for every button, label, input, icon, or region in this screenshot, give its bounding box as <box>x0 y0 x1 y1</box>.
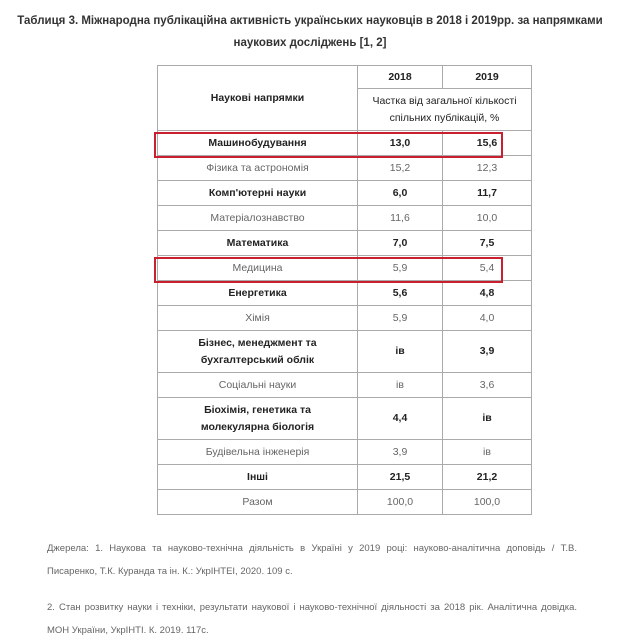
value-2018: 7,0 <box>358 231 443 256</box>
table-row <box>158 206 532 231</box>
row-name: Математика <box>158 231 358 256</box>
row-name: Хімія <box>158 306 358 331</box>
value-2019: 10,0 <box>443 206 532 231</box>
row-name: Енергетика <box>158 281 358 306</box>
highlight-box-medicine <box>154 257 503 283</box>
value-2018: 100,0 <box>358 490 443 515</box>
row-name: Фізика та астрономія <box>158 156 358 181</box>
table-row <box>158 465 532 490</box>
value-2018: 3,9 <box>358 440 443 465</box>
row-name: Комп'ютерні науки <box>158 181 358 206</box>
row-name: Бізнес, менеджмент та бухгалтерський облік <box>158 331 358 373</box>
value-2019: 4,8 <box>443 281 532 306</box>
value-2019: ів <box>443 398 532 440</box>
table-row <box>158 373 532 398</box>
row-name: Разом <box>158 490 358 515</box>
row-name: Інші <box>158 465 358 490</box>
table-row <box>158 490 532 515</box>
value-2018: ів <box>358 331 443 373</box>
value-2019: 3,9 <box>443 331 532 373</box>
value-2018: 6,0 <box>358 181 443 206</box>
table-row <box>158 440 532 465</box>
value-2019: 21,2 <box>443 465 532 490</box>
header-2019: 2019 <box>443 66 532 89</box>
table-row <box>158 231 532 256</box>
value-2018: 21,5 <box>358 465 443 490</box>
value-2019: 12,3 <box>443 156 532 181</box>
value-2018: 5,9 <box>358 256 443 281</box>
value-2018: 13,0 <box>358 131 443 156</box>
value-2018: ів <box>358 373 443 398</box>
value-2018: 5,6 <box>358 281 443 306</box>
row-name: Машинобудування <box>158 131 358 156</box>
table-row <box>158 306 532 331</box>
highlight-box-mechanical <box>154 132 503 158</box>
value-2018: 11,6 <box>358 206 443 231</box>
caption-line-1: Таблиця 3. Міжнародна публікаційна активність українських науковців в 2018 і 2019рр. за напрямками <box>17 15 603 27</box>
row-name: Соціальні науки <box>158 373 358 398</box>
value-2019: 5,4 <box>443 256 532 281</box>
row-name: Біохімія, генетика та молекулярна біологія <box>158 398 358 440</box>
source-2: 2. Стан розвитку науки і техніки, результати наукової і науково-технічної діяльності за 2018 рік. Аналітична довідка. МОН України, УкрІНТІ. К. 2019. 117с. <box>47 602 577 636</box>
value-2018: 15,2 <box>358 156 443 181</box>
row-name: Матеріалознавство <box>158 206 358 231</box>
value-2019: 7,5 <box>443 231 532 256</box>
row-name: Будівельна інженерія <box>158 440 358 465</box>
table-row <box>158 156 532 181</box>
source-1: Джерела: 1. Наукова та науково-технічна діяльність в Україні у 2019 році: науково-аналітична доповідь / Т.В. Писаренко, Т.К. Куранда та ін. К.: УкрІНТЕІ, 2020. 109 с. <box>47 543 577 577</box>
table-row <box>158 281 532 306</box>
value-2019: 100,0 <box>443 490 532 515</box>
table-row <box>158 181 532 206</box>
value-2019: ів <box>443 440 532 465</box>
value-2018: 4,4 <box>358 398 443 440</box>
value-2019: 15,6 <box>443 131 532 156</box>
table-row <box>158 398 532 440</box>
table-caption <box>0 10 620 54</box>
value-2019: 4,0 <box>443 306 532 331</box>
value-2018: 5,9 <box>358 306 443 331</box>
value-2019: 3,6 <box>443 373 532 398</box>
value-2019: 11,7 <box>443 181 532 206</box>
header-share: Частка від загальної кількості спільних публікацій, % <box>358 89 532 131</box>
caption-line-2: наукових досліджень [1, 2] <box>233 37 387 49</box>
row-name: Медицина <box>158 256 358 281</box>
header-2018: 2018 <box>358 66 443 89</box>
table-row <box>158 331 532 373</box>
header-directions: Наукові напрямки <box>158 66 358 131</box>
